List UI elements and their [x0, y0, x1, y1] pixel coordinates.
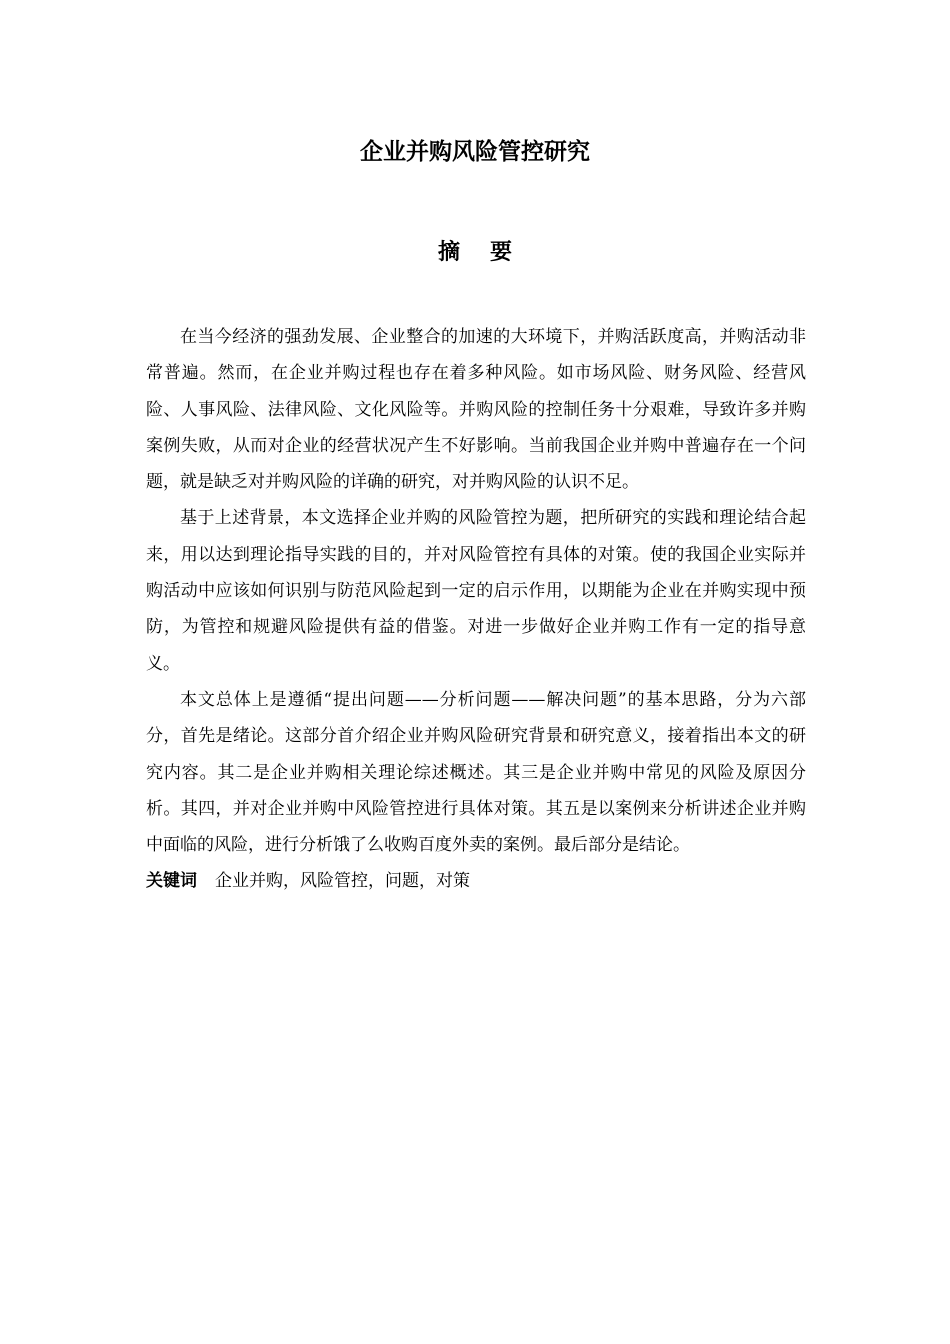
abstract-heading: 摘要: [437, 240, 542, 265]
document-title: 企业并购风险管控研究: [360, 139, 590, 165]
abstract-paragraph-1: 在当今经济的强劲发展、企业整合的加速的大环境下，并购活跃度高，并购活动非常普遍。然而，在企业并购过程也存在着多种风险。如市场风险、财务风险、经营风险、人事风险、法律风险、文化风险等。并购风险的控制任务十分艰难，导致许多并购案例失败，从而对企业的经营状况产生不好影响。当前我国企业并购中普遍存在一个问题，就是缺乏对并购风险的详确的研究，对并购风险的认识不足。: [146, 327, 806, 493]
abstract-body: [146, 319, 806, 899]
keywords-value: 企业并购，风险管控，问题，对策: [215, 871, 470, 892]
abstract-paragraph-3: 本文总体上是遵循“提出问题——分析问题——解决问题”的基本思路，分为六部分，首先是绪论。这部分首介绍企业并购风险研究背景和研究意义，接着指出本文的研究内容。其二是企业并购相关理论综述概述。其三是企业并购中常见的风险及原因分析。其四，并对企业并购中风险管控进行具体对策。其五是以案例来分析讲述企业并购中面临的风险，进行分析饿了么收购百度外卖的案例。最后部分是结论。: [146, 689, 806, 856]
keywords-line: [146, 863, 806, 899]
abstract-paragraph-2: 基于上述背景，本文选择企业并购的风险管控为题，把所研究的实践和理论结合起来，用以达到理论指导实践的目的，并对风险管控有具体的对策。使的我国企业实际并购活动中应该如何识别与防范风险起到一定的启示作用，以期能为企业在并购实现中预防，为管控和规避风险提供有益的借鉴。对进一步做好企业并购工作有一定的指导意义。: [146, 508, 806, 674]
keywords-label: 关键词: [146, 871, 197, 892]
